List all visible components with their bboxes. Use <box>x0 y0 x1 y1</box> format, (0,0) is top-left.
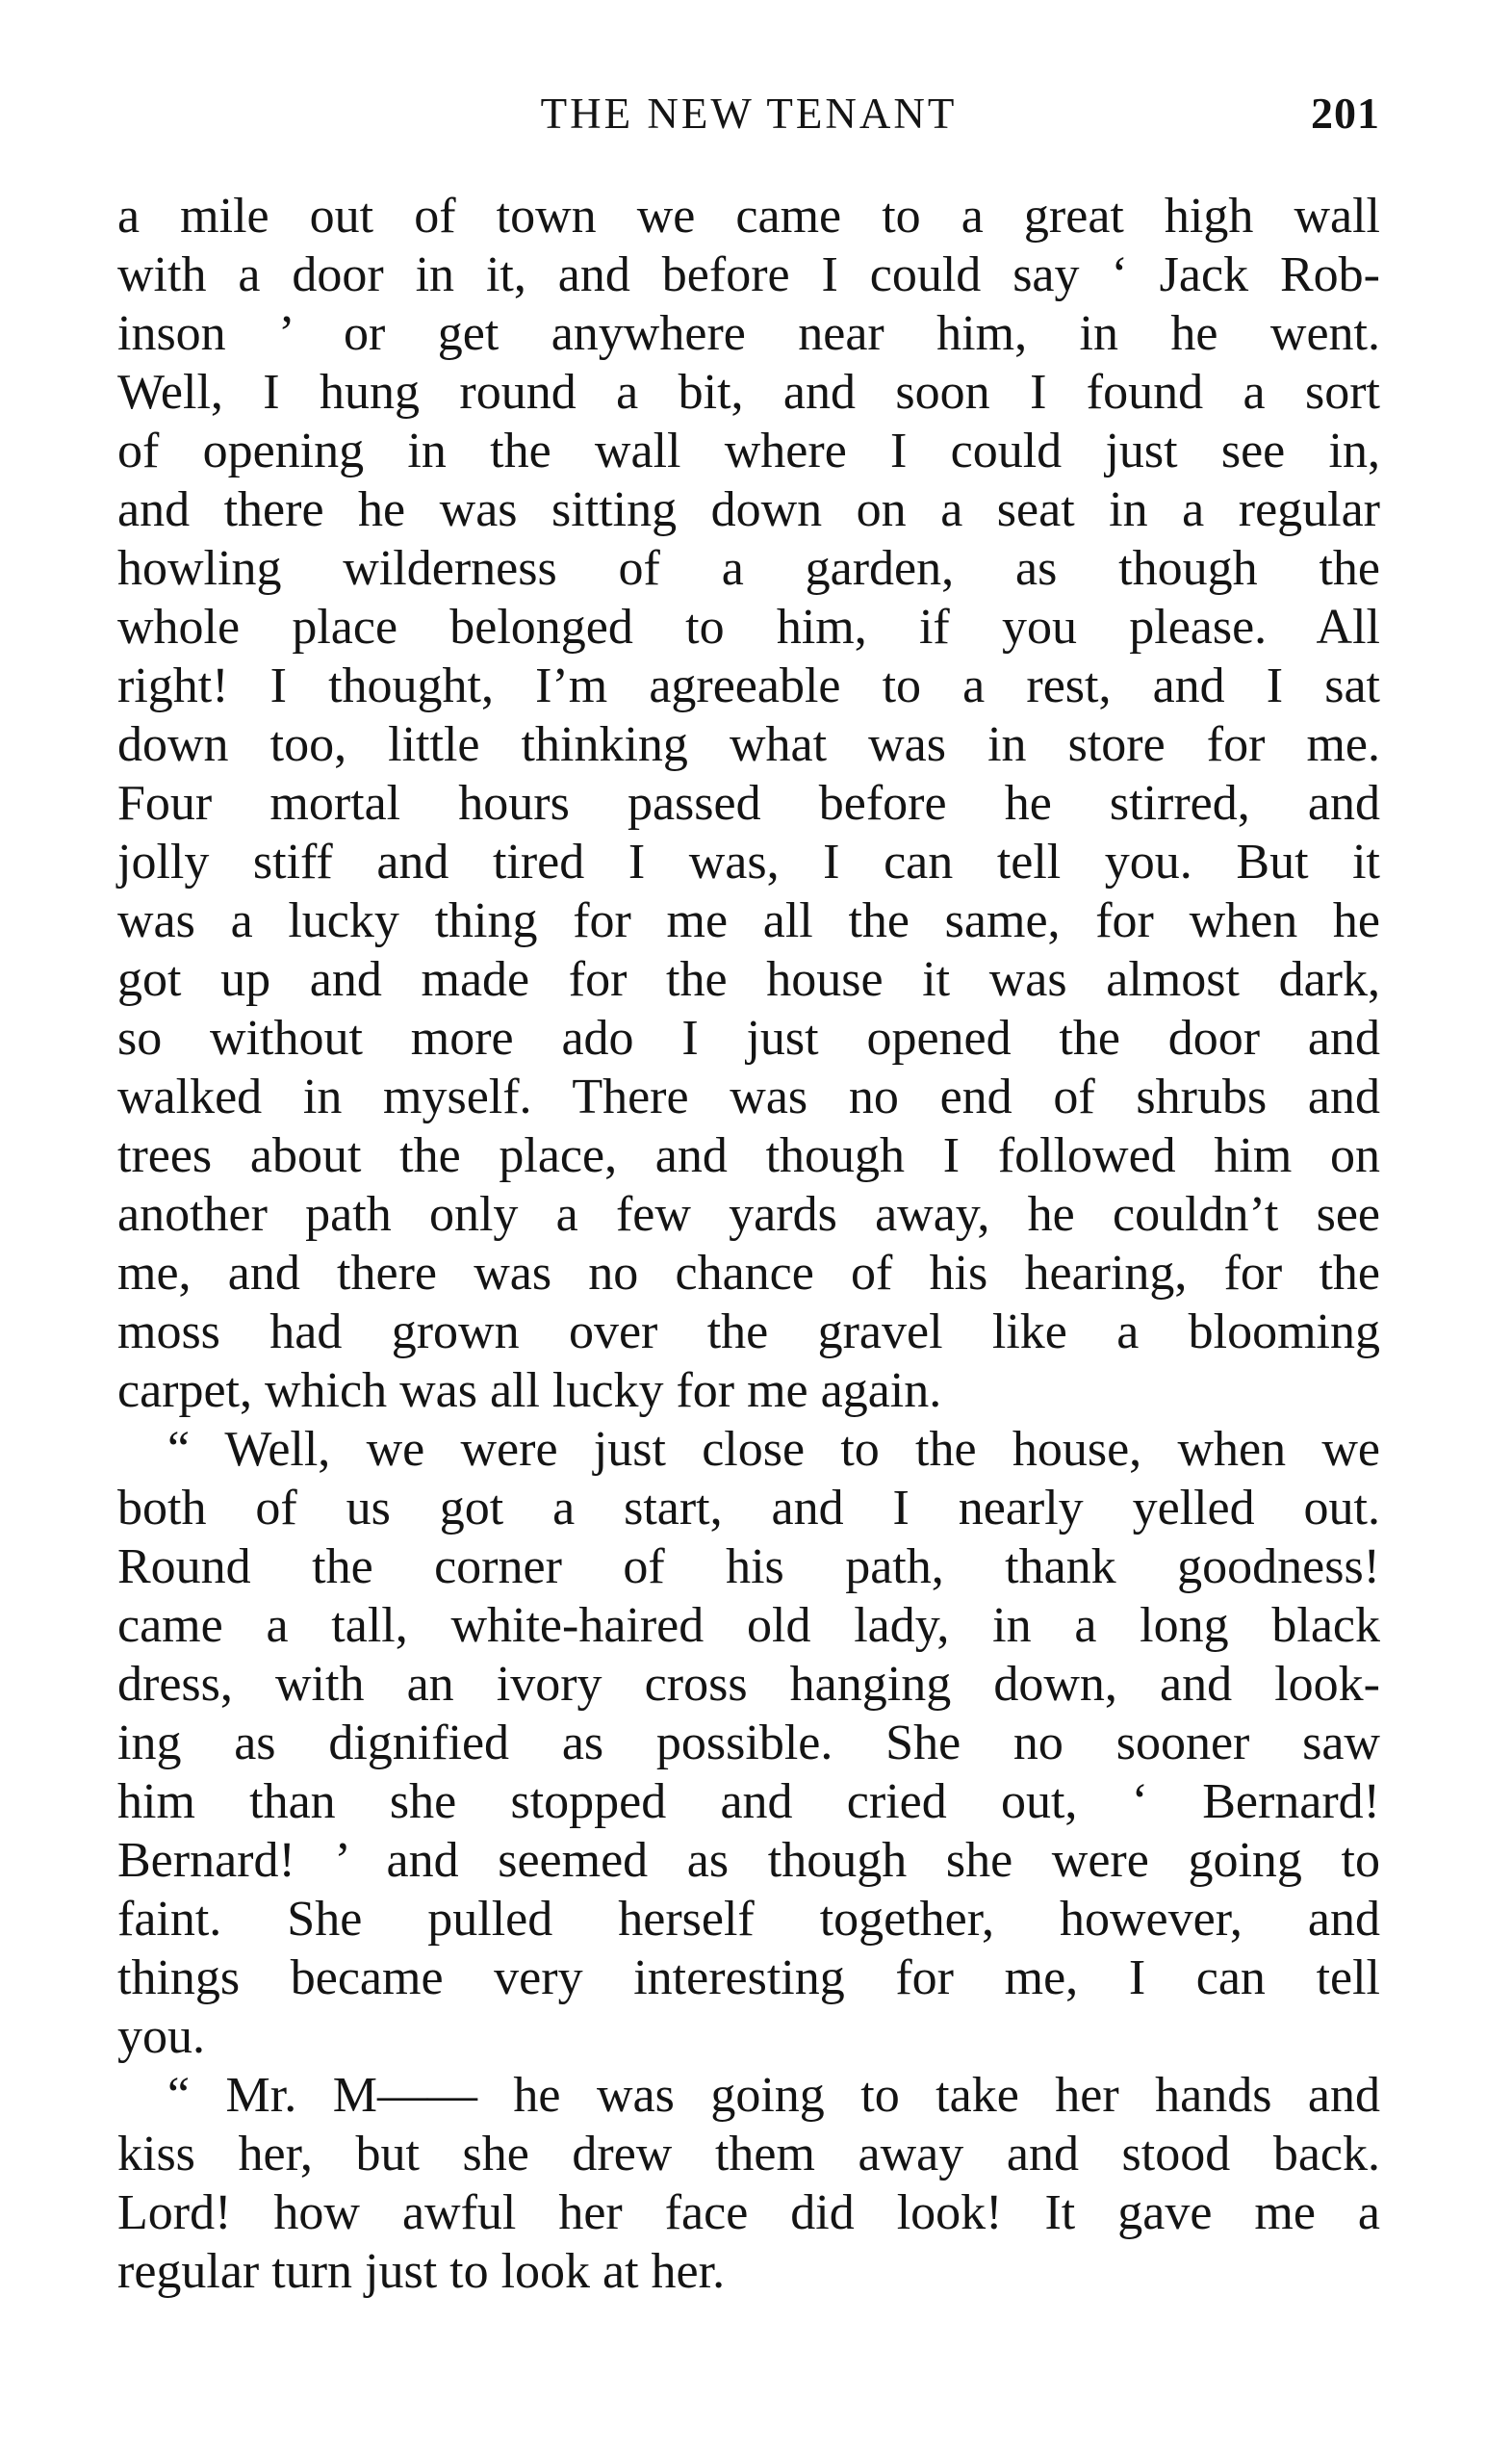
text-line: trees about the place, and though I followed him on <box>117 1128 1380 1183</box>
text-line: got up and made for the house it was almost dark, <box>117 952 1380 1007</box>
text-line: moss had grown over the gravel like a blooming <box>117 1304 1380 1359</box>
text-line: another path only a few yards away, he couldn’t see <box>117 1187 1380 1242</box>
page-number: 201 <box>1311 89 1380 138</box>
text-line: kiss her, but she drew them away and stood back. <box>117 2127 1380 2181</box>
text-line: and there he was sitting down on a seat in a regular <box>117 482 1380 537</box>
paragraph-start-line: “ Mr. M—— he was going to take her hands and <box>167 2068 1380 2123</box>
text-line: things became very interesting for me, I can tell <box>117 1950 1380 2005</box>
text-line: right! I thought, I’m agreeable to a rest, and I sat <box>117 658 1380 713</box>
text-line: a mile out of town we came to a great high wall <box>117 189 1380 244</box>
text-line: Bernard! ’ and seemed as though she were going to <box>117 1833 1380 1888</box>
text-line: with a door in it, and before I could say ‘ Jack Rob- <box>117 247 1380 302</box>
text-line: came a tall, white-haired old lady, in a long black <box>117 1598 1380 1653</box>
text-line: dress, with an ivory cross hanging down, and look- <box>117 1657 1380 1712</box>
text-line: was a lucky thing for me all the same, for when he <box>117 893 1380 948</box>
text-line: Lord! how awful her face did look! It gave me a <box>117 2185 1380 2240</box>
text-line: inson ’ or get anywhere near him, in he went. <box>117 306 1380 361</box>
body-text <box>117 187 1380 2301</box>
text-line: jolly stiff and tired I was, I can tell you. But it <box>117 835 1380 890</box>
text-line: down too, little thinking what was in store for me. <box>117 717 1380 772</box>
running-title: THE NEW TENANT <box>540 90 958 138</box>
text-line: both of us got a start, and I nearly yelled out. <box>117 1481 1380 1536</box>
text-line: Four mortal hours passed before he stirred, and <box>117 776 1380 831</box>
text-line: me, and there was no chance of his hearing, for the <box>117 1246 1380 1301</box>
text-line: howling wilderness of a garden, as though the <box>117 541 1380 596</box>
text-line: him than she stopped and cried out, ‘ Bernard! <box>117 1774 1380 1829</box>
text-line: of opening in the wall where I could just see in, <box>117 424 1380 478</box>
text-line: Round the corner of his path, thank goodness! <box>117 1539 1380 1594</box>
text-line: faint. She pulled herself together, however, and <box>117 1892 1380 1947</box>
text-line: so without more ado I just opened the door and <box>117 1011 1380 1066</box>
text-line: walked in myself. There was no end of shrubs and <box>117 1070 1380 1124</box>
text-line: Well, I hung round a bit, and soon I found a sort <box>117 365 1380 420</box>
paragraph-end-line: carpet, which was all lucky for me again. <box>117 1363 942 1418</box>
paragraph-start-line: “ Well, we were just close to the house, when we <box>167 1422 1380 1477</box>
text-line: whole place belonged to him, if you please. All <box>117 600 1380 655</box>
paragraph-end-line: regular turn just to look at her. <box>117 2244 726 2299</box>
running-header <box>117 85 1380 142</box>
paragraph-end-line: you. <box>117 2009 205 2064</box>
text-line: ing as dignified as possible. She no sooner saw <box>117 1716 1380 1770</box>
